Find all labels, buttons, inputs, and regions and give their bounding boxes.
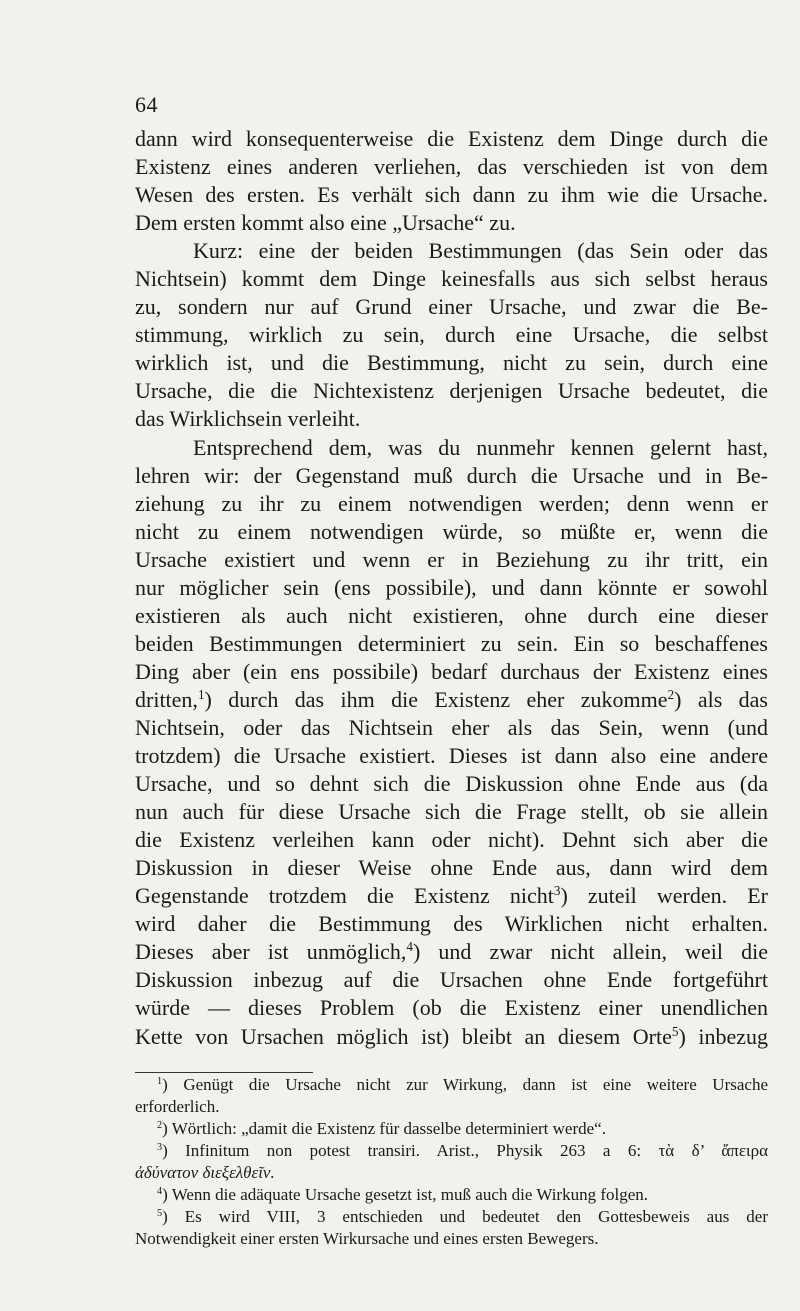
footnote-continuation: ἀδύνατον διεξελθεῖν. [135,1163,275,1182]
footnote-ref: 1 [197,687,205,703]
text-line: nur möglicher sein (ens possibile), und dann könnte er sowohl [135,574,768,600]
text-line: Ding aber (ein ens possibile) bedarf durchaus der Existenz eines [135,658,768,684]
text-line: Wesen des ersten. Es verhält sich dann zu ihm wie die Ursache. [135,182,768,208]
text-line: Ursache existiert und wenn er in Beziehung zu ihr tritt, ein [135,546,768,572]
footnote: $^4$) Wenn die adäquate Ursache gesetzt ist, muß auch die Wirkung folgen. [157,1185,649,1204]
text-line: Gegenstande trotzdem die Existenz nicht$^3$) zuteil werden. Er [135,883,768,909]
footnote-divider [135,1072,313,1073]
text-line: wirklich ist, und die Bestimmung, nicht zu sein, durch eine [135,350,768,376]
footnote-ref: 2 [667,687,675,703]
text-line: Ursache, die die Nichtexistenz derjenigen Ursache bedeutet, die [135,378,768,404]
text-line: beiden Bestimmungen determiniert zu sein. Ein so beschaffenes [135,630,768,656]
text-line: Diskussion inbezug auf die Ursachen ohne Ende fortgeführt [135,967,768,993]
text-line: Kette von Ursachen möglich ist) bleibt an diesem Orte$^5$) inbezug [135,1023,769,1049]
text-line: Kurz: eine der beiden Bestimmungen (das Sein oder das [193,238,768,264]
text-line: ziehung zu ihr zu einem notwendigen werden; denn wenn er [135,490,768,516]
text-line: dann wird konsequenterweise die Existenz dem Dinge durch die [135,126,768,151]
footnote: $^1$) Genügt die Ursache nicht zur Wirkung, dann ist eine weitere Ursache [157,1075,768,1094]
footnote-continuation: erforderlich. [135,1097,220,1116]
text-line: Nichtsein, oder das Nichtsein eher als das Sein, wenn (und [135,714,768,740]
footnote: $^5$) Es wird VIII, 3 entschieden und bedeutet den Gottesbeweis aus der [157,1207,768,1226]
text-line: dritten,$^1$) durch das ihm die Existenz eher zukomme$^2$) als das [135,686,768,712]
text-line: lehren wir: der Gegenstand muß durch die Ursache und in Be- [135,462,768,488]
text-line: stimmung, wirklich zu sein, durch eine Ursache, die selbst [135,322,768,348]
footnote-ref: 3 [553,883,561,899]
footnote-ref: 5 [671,1023,679,1039]
text-line: Entsprechend dem, was du nunmehr kennen gelernt hast, [193,434,768,460]
footnotes [135,1074,768,1250]
text-line: nun auch für diese Ursache sich die Frage stellt, ob sie allein [135,799,768,825]
text-line: wird daher die Bestimmung des Wirklichen nicht erhalten. [135,911,768,937]
text-line: Diskussion in dieser Weise ohne Ende aus, dann wird dem [135,855,768,881]
footnote: $^2$) Wörtlich: „damit die Existenz für dasselbe determiniert werde“. [157,1119,606,1138]
text-line: würde — dieses Problem (ob die Existenz einer unendlichen [135,995,768,1021]
text-line: trotzdem) die Ursache existiert. Dieses ist dann also eine andere [135,743,768,769]
text-line: zu, sondern nur auf Grund einer Ursache, und zwar die Be- [135,294,768,320]
footnote-continuation: Notwendigkeit einer ersten Wirkursache und eines ersten Bewegers. [135,1229,599,1248]
text-line: Ursache, und so dehnt sich die Diskussion ohne Ende aus (da [135,771,768,797]
text-line: das Wirklichsein verleiht. [135,406,361,432]
text-line: nicht zu einem notwendigen würde, so müßte er, wenn die [135,518,768,544]
text-line: existieren als auch nicht existieren, ohne durch eine dieser [135,602,768,628]
body-text [135,125,768,1051]
footnote-ref: 4 [406,939,413,955]
text-line: die Existenz verleihen kann oder nicht). Dehnt sich aber die [135,827,768,853]
text-line: Dieses aber ist unmöglich,$^4$) und zwar nicht allein, weil die [135,939,768,965]
text-line: Nichtsein) kommt dem Dinge keinesfalls aus sich selbst heraus [135,266,768,292]
text-line: Dem ersten kommt also eine „Ursache“ zu. [135,210,516,236]
footnote: $^3$) Infinitum non potest transiri. Arist., Physik 263 a 6: τὰ δ’ ἄπειρα [157,1141,768,1160]
text-line: Existenz eines anderen verliehen, das verschieden ist von dem [135,154,768,180]
page-number: 64 [135,92,158,117]
